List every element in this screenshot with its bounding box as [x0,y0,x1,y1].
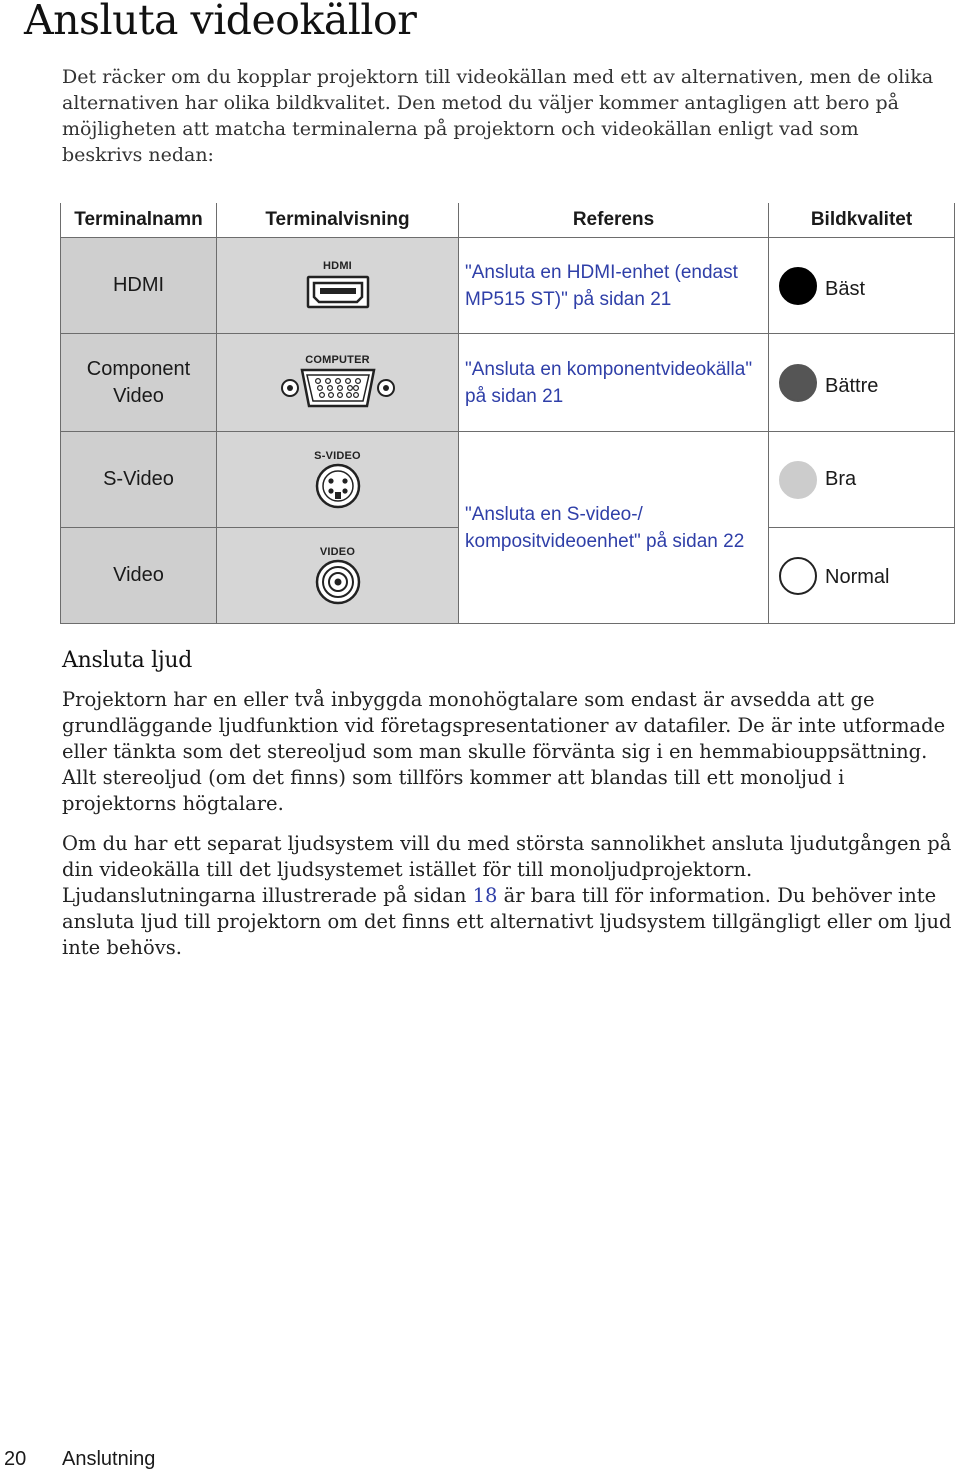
quality-label: Bra [825,468,857,490]
quality-label: Bäst [825,278,866,300]
port-label: S-VIDEO [314,449,361,462]
quality-cell [769,334,955,432]
quality-cell [769,238,955,334]
port-label: HDMI [323,259,352,272]
quality-label: Normal [825,566,890,588]
quality-normal-dot-icon [779,557,817,595]
audio-paragraph-1: Projektorn har en eller två inbyggda monohögtalare som endast är avsedda att ge grundläggande ljudfunktion vid företagspresentationer av datafiler. De är inte utformade eller tänkta som det stereoljud som man skulle förvänta sig i en hemmabiouppsättning. Allt stereoljud (om det finns) som tillförs kommer att blandas till ett monoljud i projektorns högtalare. [62,688,946,815]
page-link[interactable]: 18 [472,884,498,907]
vga-port-icon [280,366,396,412]
reference-link[interactable]: "Ansluta en S-video-/ kompositvideoenhet" på sidan 22 [459,432,769,624]
header-terminal-name: Terminalnamn [61,203,217,238]
table-row [61,334,955,432]
intro-paragraph: Det räcker om du kopplar projektorn till videokällan med ett av alternativen, men de olika alternativen har olika bildkvalitet. Den metod du väljer kommer antagligen att bero på möjligheten att matcha terminalerna på projektorn och videokällan enligt vad som beskrivs nedan: [62,66,934,166]
terminal-display [217,432,459,528]
header-reference: Referens [459,203,769,238]
audio-paragraph-2 [62,831,952,961]
header-picture-quality: Bildkvalitet [769,203,955,238]
port-label: COMPUTER [305,353,370,366]
audio-paragraph-2-text: Om du har ett separat ljudsystem vill du med största sannolikhet ansluta ljudutgången på din videokälla till det ljudsystemet istället för till monoljudprojektorn. Ljudanslutningarna illustrerade på sidan [62,832,952,907]
hdmi-port-icon [306,272,370,312]
reference-link[interactable]: "Ansluta en komponentvideokälla" på sidan 21 [459,334,769,432]
terminal-display [217,334,459,432]
page-title: Ansluta videokällor [24,0,417,44]
audio-paragraph-2-tail: är bara till för information. Du behöver inte ansluta ljud till projektorn om det finns ett alternativt ljudsystem tillgängligt eller om ljud inte behövs. [62,884,952,959]
quality-label: Bättre [825,375,879,397]
table-row [61,432,955,528]
audio-heading: Ansluta ljud [62,648,193,673]
terminal-name: S-Video [61,432,217,528]
terminal-name: Video [61,528,217,624]
rca-port-icon [314,558,362,606]
svideo-port-icon [314,462,362,510]
terminal-table [60,203,955,624]
terminal-name: HDMI [61,238,217,334]
quality-good-dot-icon [779,461,817,499]
port-label: VIDEO [319,545,356,558]
quality-best-dot-icon [779,267,817,305]
quality-better-dot-icon [779,364,817,402]
terminal-display [217,238,459,334]
terminal-name: Component Video [61,334,217,432]
table-row [61,238,955,334]
section-name: Anslutning [62,1448,156,1470]
terminal-display [217,528,459,624]
reference-link[interactable]: "Ansluta en HDMI-enhet (endast MP515 ST)" på sidan 21 [459,238,769,334]
table-header-row [61,203,955,238]
page-number: 20 [4,1448,27,1470]
header-terminal-display: Terminalvisning [217,203,459,238]
quality-cell [769,432,955,528]
quality-cell [769,528,955,624]
